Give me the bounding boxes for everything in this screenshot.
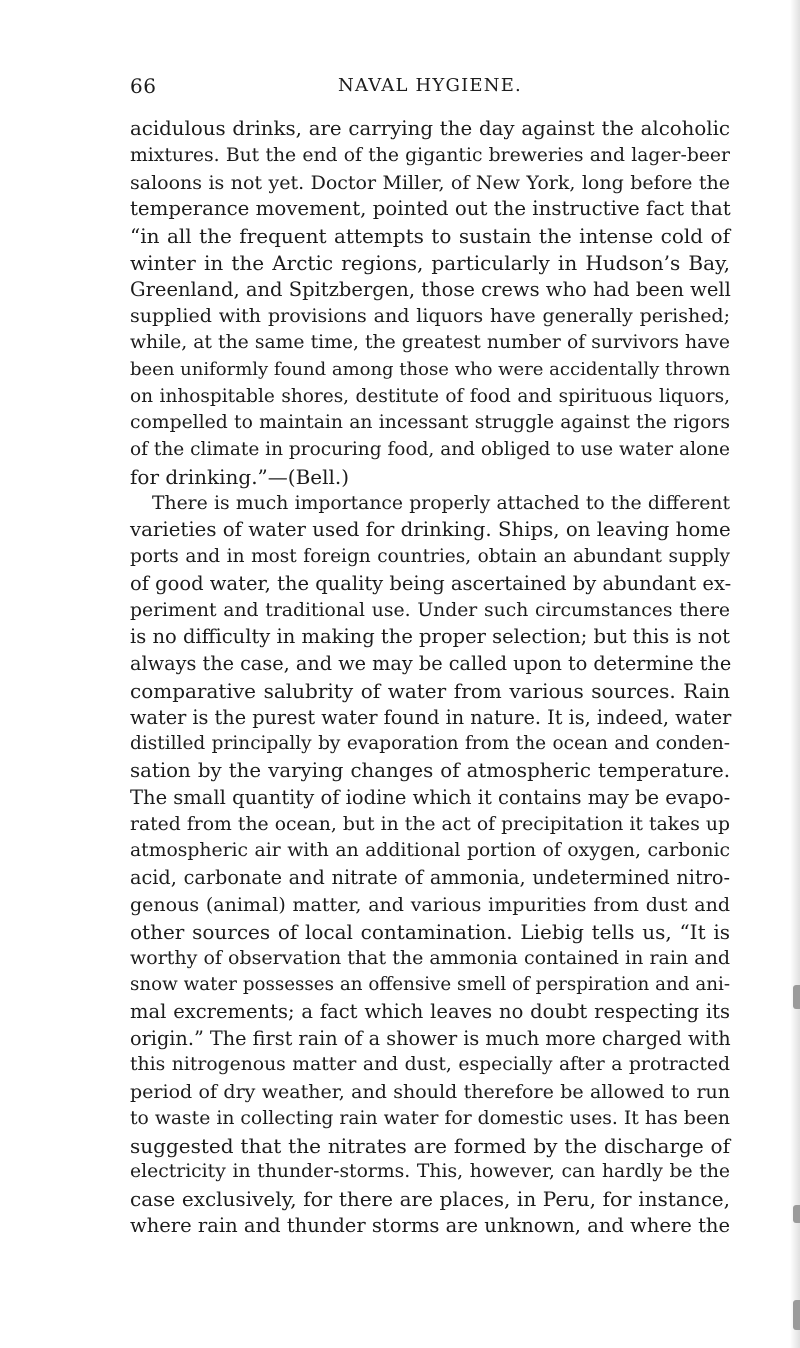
text-line: atmospheric air with an additional portion of oxygen, carbonic bbox=[130, 840, 730, 862]
text-line: compelled to maintain an incessant struggle against the rigors bbox=[130, 412, 730, 434]
edge-blemish bbox=[793, 1205, 800, 1223]
text-line: been uniformly found among those who were accidentally thrown bbox=[130, 358, 731, 380]
text-line: sation by the varying changes of atmospheric temperature. bbox=[130, 759, 730, 782]
page-header bbox=[130, 74, 730, 104]
text-line: for drinking.”—(Bell.) bbox=[130, 464, 350, 489]
text-line: snow water possesses an offensive smell of perspiration and ani- bbox=[130, 974, 730, 995]
text-line: temperance movement, pointed out the instructive fact that bbox=[130, 197, 731, 221]
text-line: case exclusively, for there are places, in Peru, for instance, bbox=[130, 1187, 730, 1211]
text-line: acid, carbonate and nitrate of ammonia, undetermined nitro- bbox=[130, 866, 730, 889]
text-line: worthy of observation that the ammonia contained in rain and bbox=[130, 947, 730, 970]
text-line: “in all the frequent attempts to sustain the intense cold of bbox=[130, 224, 730, 248]
text-line: on inhospitable shores, destitute of food and spirituous liquors, bbox=[130, 385, 730, 407]
text-line: periment and traditional use. Under such circumstances there bbox=[130, 599, 730, 621]
text-line: while, at the same time, the greatest number of survivors have bbox=[130, 332, 730, 353]
text-line: winter in the Arctic regions, particularly in Hudson’s Bay, bbox=[130, 250, 730, 275]
text-line: period of dry weather, and should therefore be allowed to run bbox=[130, 1081, 730, 1103]
text-line: varieties of water used for drinking. Ships, on leaving home bbox=[130, 518, 731, 542]
page-number: 66 bbox=[130, 74, 157, 98]
text-line: where rain and thunder storms are unknown, and where the bbox=[130, 1213, 730, 1237]
text-line: is no difficulty in making the proper selection; but this is not bbox=[130, 625, 731, 649]
text-line: acidulous drinks, are carrying the day against the alcoholic bbox=[130, 117, 730, 140]
body-text bbox=[130, 116, 730, 1240]
text-line: saloons is not yet. Doctor Miller, of New York, long before the bbox=[130, 171, 730, 194]
text-line: of the climate in procuring food, and obliged to use water alone bbox=[130, 439, 730, 460]
text-line: There is much importance properly attached to the different bbox=[152, 492, 730, 514]
text-line: ports and in most foreign countries, obtain an abundant supply bbox=[130, 546, 730, 567]
running-head: NAVAL HYGIENE. bbox=[338, 75, 522, 96]
text-line: rated from the ocean, but in the act of precipitation it takes up bbox=[130, 813, 730, 835]
text-line: origin.” The first rain of a shower is much more charged with bbox=[130, 1026, 731, 1050]
text-line: Greenland, and Spitzbergen, those crews who had been well bbox=[130, 277, 731, 301]
page-edge-shadow bbox=[790, 0, 800, 1348]
text-line: distilled principally by evaporation from the ocean and conden- bbox=[130, 733, 730, 755]
text-line: suggested that the nitrates are formed by the discharge of bbox=[130, 1133, 730, 1158]
edge-blemish bbox=[793, 1300, 800, 1330]
text-line: water is the purest water found in nature. It is, indeed, water bbox=[130, 705, 732, 729]
text-line: genous (animal) matter, and various impurities from dust and bbox=[130, 893, 730, 916]
text-line: this nitrogenous matter and dust, especially after a protracted bbox=[130, 1054, 730, 1076]
text-line: supplied with provisions and liquors have generally perished; bbox=[130, 305, 730, 328]
text-line: always the case, and we may be called upon to determine the bbox=[130, 652, 732, 675]
text-line: comparative salubrity of water from various sources. Rain bbox=[130, 678, 730, 703]
text-line: to waste in collecting rain water for domestic uses. It has been bbox=[130, 1107, 730, 1129]
text-line: of good water, the quality being ascertained by abundant ex- bbox=[130, 571, 732, 595]
text-line: mal excrements; a fact which leaves no doubt respecting its bbox=[130, 999, 730, 1023]
text-line: mixtures. But the end of the gigantic breweries and lager-beer bbox=[130, 144, 730, 166]
text-line: other sources of local contamination. Liebig tells us, “It is bbox=[130, 919, 730, 944]
text-line: The small quantity of iodine which it contains may be evapo- bbox=[130, 785, 731, 809]
edge-blemish bbox=[793, 985, 800, 1009]
text-line: electricity in thunder-storms. This, however, can hardly be the bbox=[130, 1161, 730, 1183]
